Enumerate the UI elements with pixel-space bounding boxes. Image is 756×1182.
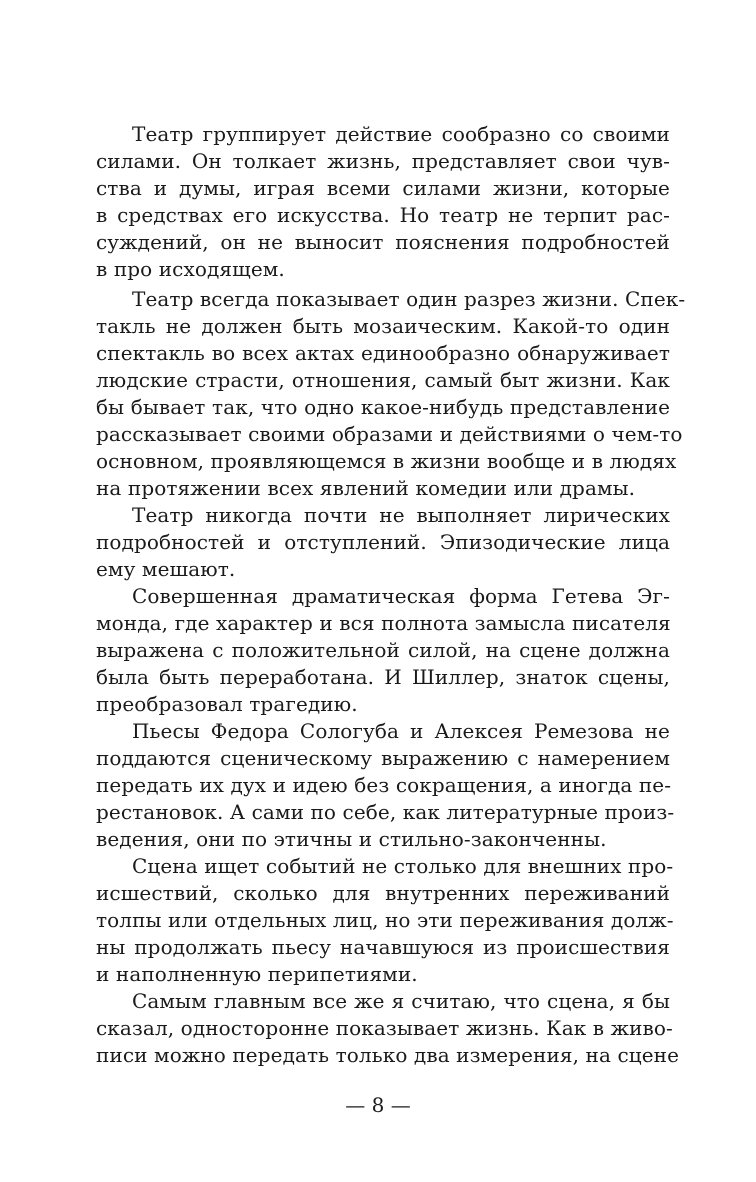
text-line: выражена с положительной силой, на сцене должна xyxy=(96,638,670,662)
text-line: монда, где характер и вся полнота замысла писателя xyxy=(96,611,671,635)
text-line: преобразовал трагедию. xyxy=(96,692,358,716)
text-line: людские страсти, отношения, самый быт жизни. Как xyxy=(96,368,670,392)
text-line: Сцена ищет событий не столько для внешних про- xyxy=(132,854,674,878)
text-line: Театр всегда показывает один разрез жизни. Спек- xyxy=(132,287,686,311)
text-line: Театр группирует действие сообразно со своими xyxy=(132,122,670,146)
text-line: силами. Он толкает жизнь, представляет свои чув- xyxy=(96,149,670,173)
text-line: рестановок. А сами по себе, как литературные произ- xyxy=(96,800,675,824)
text-line: бы бывает так, что одно какое-нибудь представление xyxy=(96,395,670,419)
text-line: поддаются сценическому выражению с намерением xyxy=(96,746,670,770)
text-line: была быть переработана. И Шиллер, знаток сцены, xyxy=(96,665,670,689)
text-line: исшествий, сколько для внутренних переживаний xyxy=(96,881,670,905)
text-line: Театр никогда почти не выполняет лирических xyxy=(132,503,670,527)
text-line: передать их дух и идею без сокращения, а иногда пе- xyxy=(96,773,672,797)
text-line: ведения, они по этичны и стильно-законченны. xyxy=(96,827,607,851)
text-line: Самым главным все же я считаю, что сцена, я бы xyxy=(132,989,670,1013)
text-line: писи можно передать только два измерения, на сцене xyxy=(96,1043,680,1067)
text-line: Совершенная драматическая форма Гетева Эг- xyxy=(132,584,670,608)
text-line: и наполненную перипетиями. xyxy=(96,962,418,986)
text-line: в про исходящем. xyxy=(96,257,285,281)
text-line: такль не должен быть мозаическим. Какой-то один xyxy=(96,314,670,338)
text-line: в средствах его искусства. Но театр не терпит рас- xyxy=(96,203,670,227)
text-line: основном, проявляющемся в жизни вообще и в людях xyxy=(96,449,677,473)
text-line: рассказывает своими образами и действиями о чем-то xyxy=(96,422,683,446)
page-number: — 8 — xyxy=(345,1093,411,1117)
text-line: на протяжении всех явлений комедии или драмы. xyxy=(96,476,636,500)
text-line: спектакль во всех актах единообразно обнаруживает xyxy=(96,341,670,365)
text-line: ны продолжать пьесу начавшуюся из происшествия xyxy=(96,935,670,959)
text-line: сказал, односторонне показывает жизнь. Как в живо- xyxy=(96,1016,673,1040)
text-line: Пьесы Федора Сологуба и Алексея Ремезова не xyxy=(132,719,670,743)
text-line: суждений, он не выносит пояснения подробностей xyxy=(96,230,670,254)
text-line: ему мешают. xyxy=(96,557,236,581)
text-line: подробностей и отступлений. Эпизодические лица xyxy=(96,530,670,554)
text-line: толпы или отдельных лиц, но эти переживания долж- xyxy=(96,908,674,932)
text-line: ства и думы, играя всеми силами жизни, которые xyxy=(96,176,670,200)
